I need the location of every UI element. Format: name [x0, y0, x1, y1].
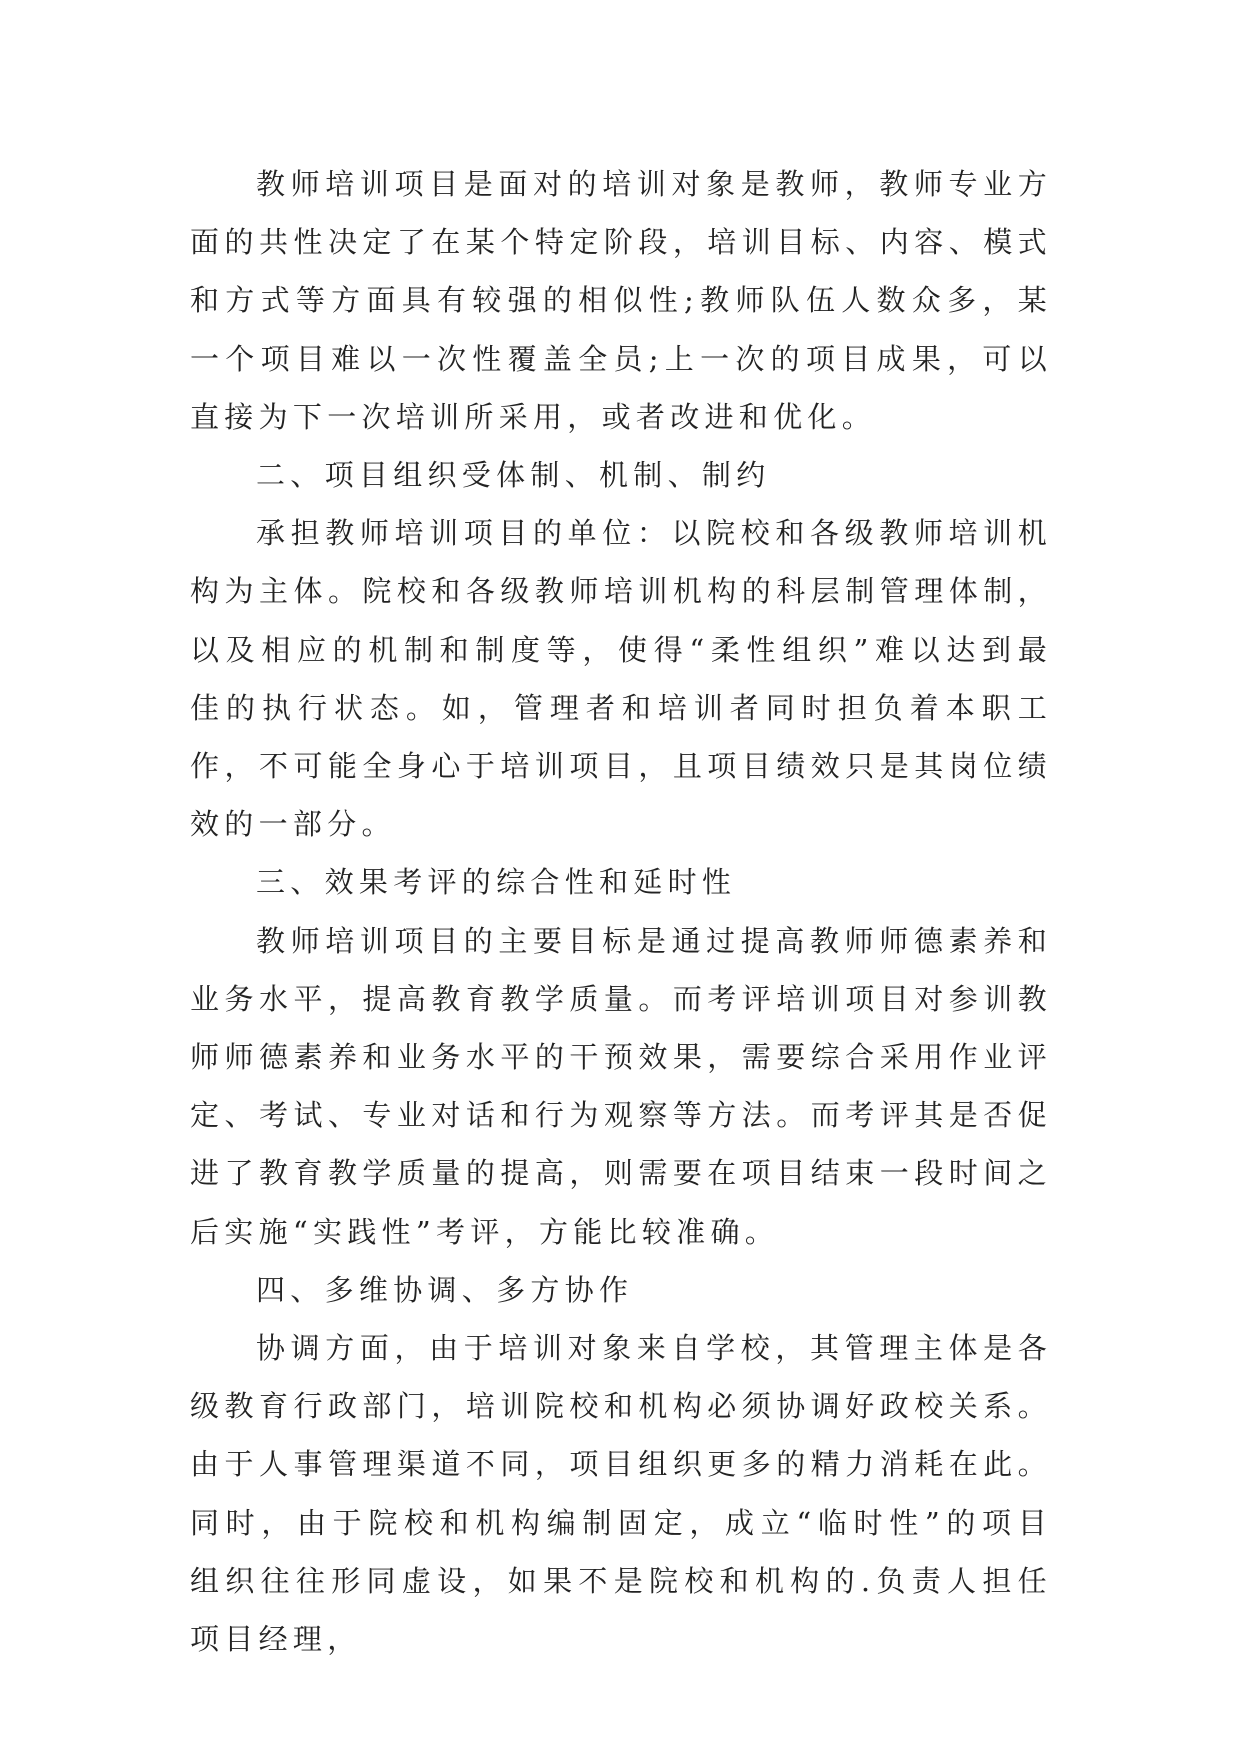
paragraph-section-4: 协调方面，由于培训对象来自学校，其管理主体是各级教育行政部门，培训院校和机构必须协调好政校关系。由于人事管理渠道不同，项目组织更多的精力消耗在此。同时，由于院校和机构编制固定，成立“临时性”的项目组织往往形同虚设，如果不是院校和机构的.负责人担任项目经理，	[190, 1331, 1052, 1657]
paragraph-intro: 教师培训项目是面对的培训对象是教师，教师专业方面的共性决定了在某个特定阶段，培训目标、内容、模式和方式等方面具有较强的相似性;教师队伍人数众多，某一个项目难以一次性覆盖全员;上一次的项目成果，可以直接为下一次培训所采用，或者改进和优化。	[190, 167, 1052, 434]
section-heading-4: 四、多维协调、多方协作	[256, 1272, 634, 1307]
section-heading-3: 三、效果考评的综合性和延时性	[256, 865, 737, 900]
paragraph-section-2: 承担教师培训项目的单位：以院校和各级教师培训机构为主体。院校和各级教师培训机构的科层制管理体制，以及相应的机制和制度等，使得“柔性组织”难以达到最佳的执行状态。如，管理者和培训者同时担负着本职工作，不可能全身心于培训项目，且项目绩效只是其岗位绩效的一部分。	[190, 516, 1052, 842]
document-body	[190, 155, 1052, 1668]
paragraph-section-3: 教师培训项目的主要目标是通过提高教师师德素养和业务水平，提高教育教学质量。而考评培训项目对参训教师师德素养和业务水平的干预效果，需要综合采用作业评定、考试、专业对话和行为观察等方法。而考评其是否促进了教育教学质量的提高，则需要在项目结束一段时间之后实施“实践性”考评，方能比较准确。	[190, 923, 1052, 1249]
section-heading-2: 二、项目组织受体制、机制、制约	[256, 458, 771, 493]
